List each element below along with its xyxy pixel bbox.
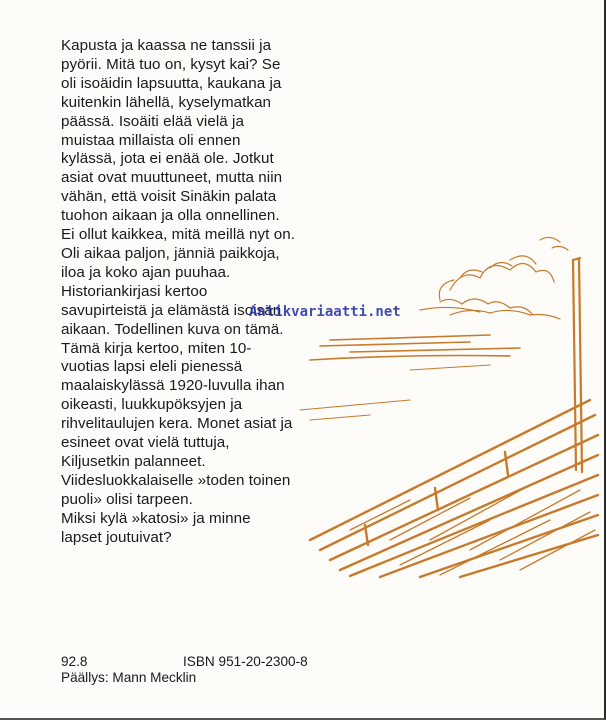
class-number: 92.8 [61, 654, 88, 669]
blurb-line: lapset joutuivat? [61, 528, 172, 546]
blurb-line: Kiljusetkin palanneet. [61, 452, 206, 470]
blurb-line: pyörii. Mitä tuo on, kysyt kai? Se [61, 55, 281, 73]
blurb-line: oikeasti, luukkupöksyjen ja [61, 396, 243, 414]
blurb-line: asiat ovat muuttuneet, mutta niin [61, 169, 283, 187]
blurb-line: päässä. Isoäiti elää vielä ja [61, 112, 244, 130]
isbn-text: ISBN 951-20-2300-8 [183, 654, 308, 669]
cover-credit: Päällys: Mann Mecklin [61, 670, 197, 685]
blurb-line: esineet ovat vielä tuttuja, [61, 434, 230, 452]
blurb-line: Tämä kirja kertoo, miten 10- [61, 339, 252, 357]
footer-left [61, 654, 196, 686]
blurb-line: tuohon aikaan ja olla onnellinen. [61, 207, 280, 225]
blurb-line: savupirteistä ja elämästä isoisän [61, 301, 282, 319]
blurb-line: vähän, että voisit Sinäkin palata [61, 188, 277, 206]
blurb-line: kuitenkin lähellä, kyselymatkan [61, 93, 272, 111]
blurb-line: Oli aikaa paljon, jänniä paikkoja, [61, 244, 280, 262]
blurb-line: muistaa millaista oli ennen [61, 131, 241, 149]
blurb-line: iloa ja koko ajan puuhaa. [61, 263, 231, 281]
blurb-line: maalaiskylässä 1920-luvulla ihan [61, 377, 285, 395]
blurb-line: oli isoäidin lapsuutta, kaukana ja [61, 74, 282, 92]
blurb-line: Kapusta ja kaassa ne tanssii ja [61, 37, 272, 54]
blurb-line: Miksi kylä »katosi» ja minne [61, 509, 251, 527]
blurb-line: vuotias lapsi eleli pienessä [61, 358, 243, 376]
back-cover-blurb [61, 37, 361, 547]
blurb-line: puoli» olisi tarpeen. [61, 490, 193, 508]
blurb-line: Historiankirjasi kertoo [61, 282, 208, 300]
blurb-line: Ei ollut kaikkea, mitä meillä nyt on. [61, 226, 295, 244]
watermark-text: Antikvariaatti.net [249, 304, 401, 320]
blurb-line: aikaan. Todellinen kuva on tämä. [61, 320, 284, 338]
blurb-line: rihvelitaulujen kera. Monet asiat ja [61, 415, 293, 433]
blurb-line: Viidesluokkalaiselle »toden toinen [61, 471, 291, 489]
blurb-line: kylässä, jota ei enää ole. Jotkut [61, 150, 274, 168]
